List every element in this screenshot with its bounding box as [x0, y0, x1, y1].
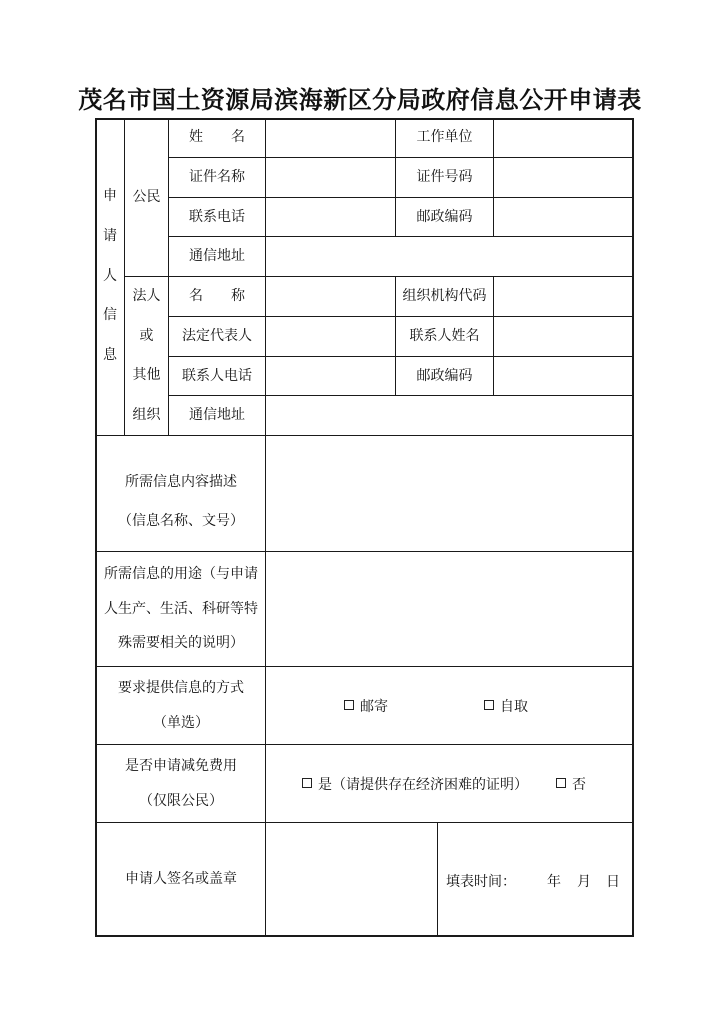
checkbox-icon[interactable] — [344, 700, 354, 710]
checkbox-icon[interactable] — [556, 778, 566, 788]
legal-name-label: 名 称 — [189, 288, 245, 305]
citizen-id-number-field[interactable] — [494, 158, 632, 197]
fee-waiver-label — [97, 745, 265, 822]
citizen-name-field[interactable] — [266, 119, 395, 157]
divider — [437, 822, 438, 935]
info-description-line: （信息名称、文号） — [118, 512, 244, 529]
legal-postcode-label: 邮政编码 — [416, 367, 473, 384]
contact-name-field[interactable] — [494, 317, 632, 356]
applicant-info-char: 息 — [103, 347, 117, 364]
legal-address-label: 通信地址 — [189, 407, 245, 424]
fee-waiver-line: （仅限公民） — [139, 792, 223, 809]
org-code-field[interactable] — [494, 277, 632, 316]
citizen-postcode-label: 邮政编码 — [416, 208, 473, 225]
legal-postcode-field[interactable] — [494, 357, 632, 395]
legal-rep-label: 法定代表人 — [182, 328, 252, 345]
citizen-name-label: 姓 名 — [189, 129, 245, 146]
legal-rep-field[interactable] — [266, 317, 395, 356]
citizen-work-unit-field[interactable] — [494, 119, 632, 157]
citizen-address-field[interactable] — [266, 237, 632, 276]
info-purpose-field[interactable] — [266, 552, 632, 666]
citizen-phone-field[interactable] — [266, 198, 395, 236]
delivery-option-pickup[interactable] — [484, 696, 528, 716]
checkbox-icon[interactable] — [302, 778, 312, 788]
fill-date-label: 填表时间： — [446, 874, 516, 890]
legal-address-field[interactable] — [266, 396, 632, 435]
fee-waiver-line: 是否申请减免费用 — [125, 757, 237, 774]
info-description-label — [97, 436, 265, 551]
signature-field[interactable] — [266, 823, 437, 935]
page-title: 茂名市国土资源局滨海新区分局政府信息公开申请表 — [78, 85, 642, 114]
info-description-line: 所需信息内容描述 — [125, 473, 237, 490]
delivery-method-line: （单选） — [153, 714, 209, 731]
contact-phone-field[interactable] — [266, 357, 395, 395]
fill-date[interactable] — [446, 871, 516, 891]
delivery-option-mail[interactable] — [344, 696, 388, 716]
legal-person-group-text: 法人 — [132, 288, 161, 305]
citizen-id-number-label: 证件号码 — [416, 169, 473, 186]
citizen-address-label: 通信地址 — [189, 248, 245, 265]
delivery-method-label — [97, 667, 265, 744]
contact-name-label: 联系人姓名 — [409, 328, 480, 345]
applicant-info-char: 请 — [103, 227, 117, 244]
fee-waiver-yes-option[interactable] — [302, 774, 528, 794]
delivery-option-mail-label: 邮寄 — [360, 699, 388, 715]
applicant-info-char: 人 — [103, 267, 117, 284]
fee-waiver-no-option[interactable] — [556, 774, 586, 794]
applicant-info-char: 申 — [103, 188, 117, 204]
signature-label: 申请人签名或盖章 — [125, 870, 237, 887]
delivery-option-pickup-label: 自取 — [500, 699, 528, 715]
table-border-bottom — [95, 935, 634, 937]
citizen-work-unit-label: 工作单位 — [416, 129, 473, 146]
fill-date-month: 月 — [577, 874, 591, 890]
fee-waiver-yes-label: 是（请提供存在经济困难的证明） — [318, 777, 528, 793]
fill-date-year: 年 — [547, 874, 561, 890]
citizen-phone-label: 联系电话 — [189, 208, 245, 225]
info-purpose-line: 人生产、生活、科研等特 — [104, 600, 258, 617]
delivery-method-line: 要求提供信息的方式 — [118, 679, 244, 696]
org-code-label: 组织机构代码 — [402, 288, 487, 305]
table-border-right — [632, 118, 634, 937]
info-purpose-label — [97, 552, 265, 666]
info-purpose-line: 殊需要相关的说明） — [118, 635, 244, 652]
contact-phone-label: 联系人电话 — [182, 367, 252, 384]
checkbox-icon[interactable] — [484, 700, 494, 710]
legal-person-group-text: 其他 — [132, 367, 161, 384]
citizen-postcode-field[interactable] — [494, 198, 632, 236]
legal-person-group-text: 或 — [139, 327, 154, 344]
legal-person-group-text: 组织 — [132, 406, 161, 423]
info-purpose-line: 所需信息的用途（与申请 — [104, 565, 258, 582]
fee-waiver-no-label: 否 — [572, 777, 586, 793]
applicant-info-label — [96, 188, 124, 364]
legal-name-field[interactable] — [266, 277, 395, 316]
info-description-field[interactable] — [266, 436, 632, 551]
legal-person-group-label — [125, 277, 168, 435]
citizen-group-label: 公民 — [132, 188, 161, 205]
fill-date-day: 日 — [606, 874, 620, 890]
citizen-id-type-field[interactable] — [266, 158, 395, 197]
applicant-info-char: 信 — [103, 307, 117, 324]
citizen-id-type-label: 证件名称 — [189, 169, 245, 186]
